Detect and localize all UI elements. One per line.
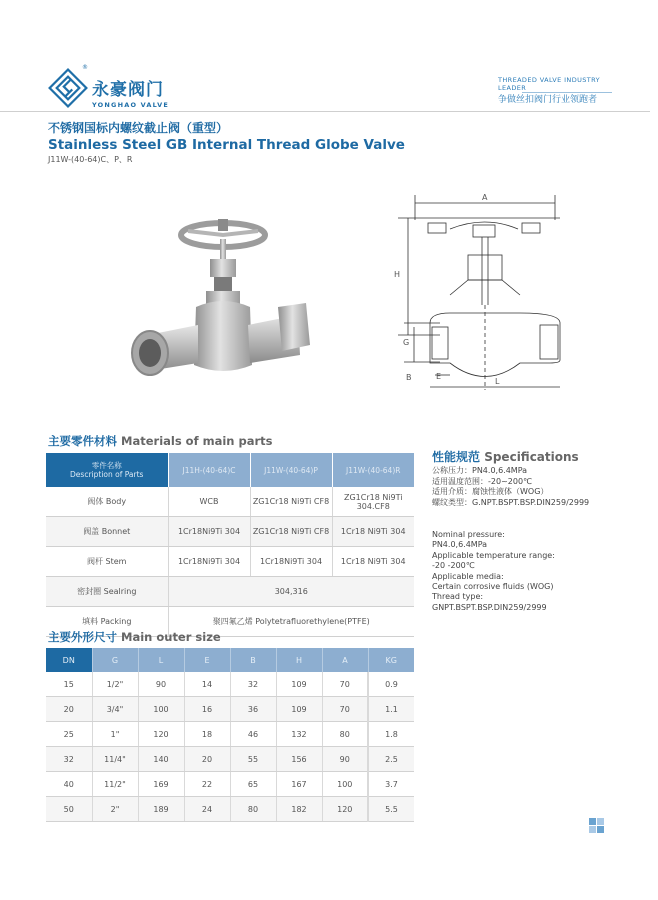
size-cell: 16: [184, 697, 230, 722]
size-cell: 109: [276, 697, 322, 722]
materials-row: [46, 517, 414, 547]
size-cell: 100: [322, 772, 368, 797]
spec-line: PN4.0,6.4MPa: [432, 540, 488, 550]
dimension-diagram: [390, 185, 580, 400]
size-cell: 25: [46, 722, 92, 747]
materials-row: [46, 487, 414, 517]
size-cell: 80: [230, 797, 276, 822]
spec-line: Thread type:: [432, 592, 484, 602]
material-cell: ZG1Cr18 Ni9Ti CF8: [250, 517, 332, 547]
material-cell: 304,316: [168, 577, 414, 607]
size-cell: 65: [230, 772, 276, 797]
size-cell: 167: [276, 772, 322, 797]
size-cell: 32: [46, 747, 92, 772]
parts-header-en: Description of Parts: [70, 470, 144, 479]
size-cell: 2": [92, 797, 138, 822]
parts-header-cn: 零件名称: [91, 461, 122, 470]
part-name: 阀杆 Stem: [46, 547, 168, 577]
size-column-header: B: [230, 648, 276, 672]
brand-name-cn: 永豪阀门: [92, 80, 164, 100]
size-cell: 11/2": [92, 772, 138, 797]
size-cell: 0.9: [368, 672, 414, 697]
model-column-header: J11H-(40-64)C: [168, 453, 250, 487]
size-cell: 24: [184, 797, 230, 822]
dim-label-l: L: [495, 377, 500, 386]
size-cell: 90: [322, 747, 368, 772]
size-column-header: L: [138, 648, 184, 672]
size-cell: 169: [138, 772, 184, 797]
size-cell: 14: [184, 672, 230, 697]
specifications-cn: [432, 466, 589, 508]
dim-label-h: H: [394, 270, 401, 279]
size-row: [46, 722, 414, 747]
product-title-cn: 不锈钢国标内螺纹截止阀（重型）: [48, 121, 229, 135]
size-table-body: [46, 672, 414, 822]
corner-squares-icon: [589, 818, 605, 834]
size-cell: 55: [230, 747, 276, 772]
model-column-header: J11W-(40-64)R: [332, 453, 414, 487]
product-title-en: Stainless Steel GB Internal Thread Globe Valve: [48, 137, 405, 153]
size-cell: 20: [46, 697, 92, 722]
registered-mark: ®: [82, 64, 88, 71]
size-row: [46, 672, 414, 697]
spec-line: GNPT.BSPT.BSP.DIN259/2999: [432, 602, 547, 612]
material-cell: ZG1Cr18 Ni9Ti CF8: [250, 487, 332, 517]
size-cell: 156: [276, 747, 322, 772]
materials-heading-en: Materials of main parts: [121, 434, 273, 448]
part-name: 阀体 Body: [46, 487, 168, 517]
size-cell: 1.1: [368, 697, 414, 722]
size-cell: 120: [138, 722, 184, 747]
brand-name-en: YONGHAO VALVE: [92, 101, 169, 109]
size-cell: 80: [322, 722, 368, 747]
spec-line: 公称压力：PN4.0,6.4MPa: [432, 466, 528, 475]
materials-table: [46, 453, 414, 637]
size-cell: 182: [276, 797, 322, 822]
material-cell: 1Cr18 Ni9Ti 304: [332, 517, 414, 547]
size-cell: 90: [138, 672, 184, 697]
size-cell: 70: [322, 672, 368, 697]
size-cell: 100: [138, 697, 184, 722]
spec-line: Certain corrosive fluids (WOG): [432, 582, 554, 592]
size-cell: 20: [184, 747, 230, 772]
dim-label-a: A: [482, 193, 488, 202]
size-row: [46, 797, 414, 822]
size-cell: 32: [230, 672, 276, 697]
size-cell: 22: [184, 772, 230, 797]
spec-line: Applicable temperature range:: [432, 550, 555, 560]
size-cell: 46: [230, 722, 276, 747]
size-cell: 15: [46, 672, 92, 697]
dim-label-e: E: [436, 372, 442, 381]
size-cell: 1/2": [92, 672, 138, 697]
dim-label-b: B: [406, 373, 412, 382]
material-cell: 1Cr18Ni9Ti 304: [250, 547, 332, 577]
size-cell: 40: [46, 772, 92, 797]
spec-line: Applicable media:: [432, 571, 504, 581]
size-column-header: A: [322, 648, 368, 672]
header-divider: [0, 111, 650, 112]
outer-size-heading-en: Main outer size: [121, 630, 221, 644]
part-name: 密封圈 Sealring: [46, 577, 168, 607]
tagline-cn: 争做丝扣阀门行业领跑者: [498, 95, 598, 105]
outer-size-table: [46, 648, 414, 822]
material-cell: 聚四氟乙烯 Polytetrafluorethylene(PTFE): [168, 607, 414, 637]
size-row: [46, 772, 414, 797]
material-cell: WCB: [168, 487, 250, 517]
specifications-en: [432, 530, 555, 613]
valve-photo: [128, 195, 318, 385]
size-cell: 140: [138, 747, 184, 772]
size-cell: 2.5: [368, 747, 414, 772]
tagline-en: THREADED VALVE INDUSTRY LEADER: [498, 76, 601, 92]
size-column-header: H: [276, 648, 322, 672]
logo-mark-icon: [46, 66, 90, 110]
size-cell: 1.8: [368, 722, 414, 747]
parts-column-header: [46, 453, 168, 487]
size-row: [46, 697, 414, 722]
size-column-header: E: [184, 648, 230, 672]
material-cell: 1Cr18Ni9Ti 304: [168, 547, 250, 577]
model-column-header: J11W-(40-64)P: [250, 453, 332, 487]
size-cell: 3/4": [92, 697, 138, 722]
size-column-header: G: [92, 648, 138, 672]
dim-label-g: G: [403, 338, 410, 347]
materials-row: [46, 577, 414, 607]
specifications-heading-cn: 性能规范: [432, 450, 481, 464]
brand-logo: [46, 66, 90, 110]
outer-size-heading-cn: 主要外形尺寸: [48, 630, 117, 644]
materials-row: [46, 547, 414, 577]
size-cell: 120: [322, 797, 368, 822]
size-cell: 132: [276, 722, 322, 747]
material-cell: ZG1Cr18 Ni9Ti 304.CF8: [332, 487, 414, 517]
size-cell: 11/4": [92, 747, 138, 772]
material-cell: 1Cr18Ni9Ti 304: [168, 517, 250, 547]
spec-line: -20 -200℃: [432, 561, 475, 571]
materials-heading: [48, 434, 272, 448]
materials-heading-cn: 主要零件材料: [48, 434, 117, 448]
size-cell: 18: [184, 722, 230, 747]
size-header-row: [46, 648, 414, 672]
outer-size-heading: [48, 630, 221, 644]
spec-line: Nominal pressure:: [432, 530, 505, 539]
spec-line: 适用介质：腐蚀性液体（WOG）: [432, 487, 549, 496]
tagline-divider: [522, 92, 612, 93]
size-cell: 5.5: [368, 797, 414, 822]
materials-header-row: [46, 453, 414, 487]
size-cell: 50: [46, 797, 92, 822]
size-cell: 189: [138, 797, 184, 822]
size-cell: 1": [92, 722, 138, 747]
size-column-header: DN: [46, 648, 92, 672]
size-row: [46, 747, 414, 772]
part-name: 填料 Packing: [46, 607, 168, 637]
product-model: J11W-(40-64)C、P、R: [48, 155, 133, 164]
part-name: 阀盖 Bonnet: [46, 517, 168, 547]
size-column-header: KG: [368, 648, 414, 672]
size-cell: 36: [230, 697, 276, 722]
material-cell: 1Cr18 Ni9Ti 304: [332, 547, 414, 577]
spec-line: 螺纹类型：G.NPT.BSPT.BSP.DIN259/2999: [432, 497, 590, 507]
size-cell: 3.7: [368, 772, 414, 797]
size-cell: 109: [276, 672, 322, 697]
specifications-heading-en: Specifications: [484, 450, 579, 464]
spec-line: 适用温度范围：-20~200℃: [432, 476, 533, 486]
size-cell: 70: [322, 697, 368, 722]
specifications-heading: [432, 450, 579, 465]
